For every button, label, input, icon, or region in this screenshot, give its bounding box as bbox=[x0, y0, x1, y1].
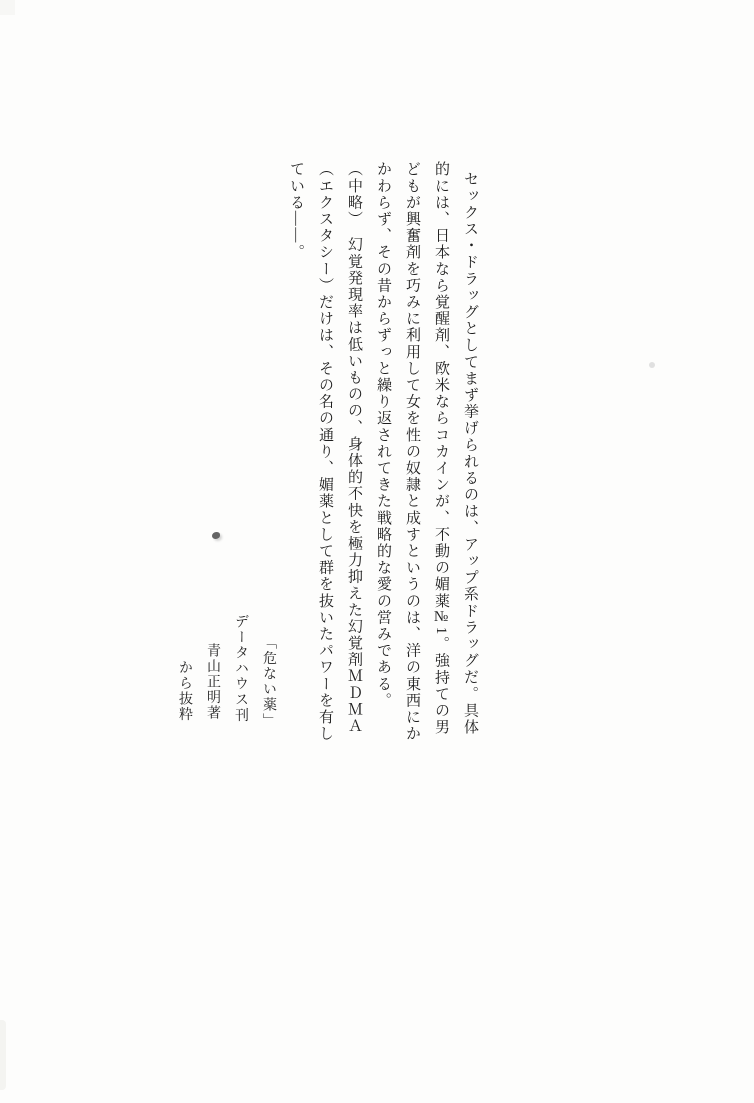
faint-smudge bbox=[649, 362, 655, 368]
excerpt-line: （エクスタシー）だけは、その名の通り、媚薬として群を抜いたパワーを有し bbox=[317, 161, 333, 742]
attribution-block bbox=[170, 614, 282, 744]
excerpt-line: ている――。 bbox=[288, 161, 304, 261]
scan-edge-smudge bbox=[0, 1020, 6, 1090]
excerpt-line: どもが興奮剤を巧みに利用して女を性の奴隷と成すというのは、洋の東西にか bbox=[404, 161, 420, 742]
attribution-excerpt-note: から抜粋 bbox=[177, 660, 192, 723]
excerpt-line: （中略） 幻覚発現率は低いものの、身体的不快を極力抑えた幻覚剤ＭＤＭＡ bbox=[346, 161, 362, 735]
attribution-publisher: データハウス刊 bbox=[233, 614, 248, 724]
scan-corner-smudge bbox=[0, 0, 15, 15]
excerpt-line: セックス・ドラッグとしてまず挙げられるのは、アップ系ドラッグだ。具体 bbox=[462, 171, 478, 736]
excerpt-line: 的には、日本なら覚醒剤、欧米ならコカインが、不動の媚薬№1。強持ての男 bbox=[433, 161, 449, 736]
attribution-source-title: 「危ない薬」 bbox=[261, 635, 276, 729]
attribution-author: 青山正明著 bbox=[205, 643, 220, 721]
excerpt-line: かわらず、その昔からずっと繰り返されてきた戦略的な愛の営みである。 bbox=[375, 161, 391, 709]
ink-speck bbox=[212, 532, 220, 539]
excerpt-text-block bbox=[281, 161, 484, 751]
